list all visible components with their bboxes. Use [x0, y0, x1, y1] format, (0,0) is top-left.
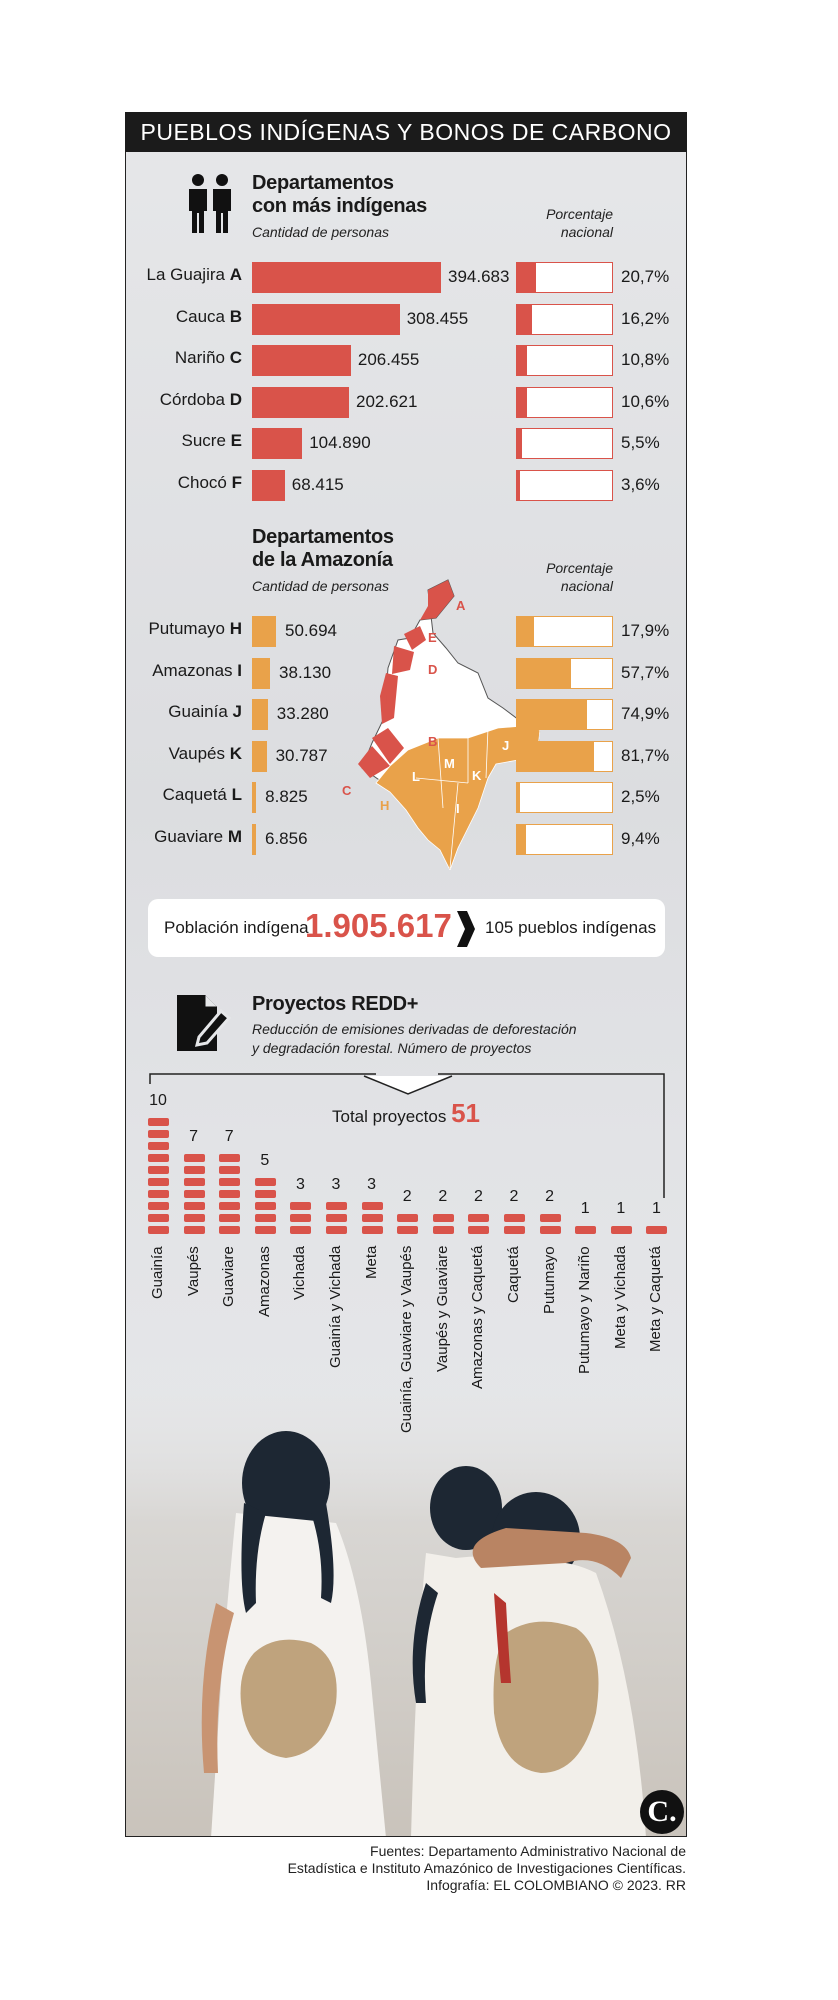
vbar-category-label: Vaupés y Guaviare [433, 1245, 451, 1372]
map-letter: L [412, 769, 420, 784]
bar [252, 304, 400, 335]
vbar [397, 1212, 418, 1236]
vbar-segment [219, 1154, 240, 1162]
bar [252, 782, 256, 813]
map-letter: J [502, 738, 510, 753]
vbar [255, 1176, 276, 1236]
pct-label: 81,7% [621, 745, 670, 765]
pct-label: 9,4% [621, 828, 660, 848]
pct-fill [517, 263, 536, 292]
map-letter: B [428, 734, 438, 749]
bar-label: Putumayo H [148, 619, 242, 638]
bar-letter: H [229, 619, 242, 638]
total-projects-label: Total proyectos [332, 1107, 447, 1126]
bar-label: Caquetá L [162, 785, 242, 804]
bar [252, 428, 302, 459]
bar-value-label: 6.856 [265, 828, 308, 848]
vbar-segment [468, 1214, 489, 1222]
pct-fill [517, 471, 520, 500]
bar-label: La Guajira A [146, 265, 242, 284]
section1-pct-heading [500, 205, 613, 241]
vbar-segment [433, 1226, 454, 1234]
pct-fill [517, 659, 571, 688]
vbar-value-label: 1 [616, 1200, 626, 1217]
vbar-segment [540, 1214, 561, 1222]
bar-value-label: 202.621 [356, 391, 418, 411]
vbar-segment [326, 1202, 347, 1210]
vbar-segment [326, 1214, 347, 1222]
vbar-category-label: Guainía y Vichada [327, 1245, 344, 1368]
bar-value-label: 8.825 [265, 787, 308, 806]
bar-letter: C [229, 348, 242, 367]
vbar-segment [219, 1166, 240, 1174]
pct-label: 20,7% [621, 267, 670, 286]
vbar-value-label: 10 [149, 1092, 167, 1109]
vbar-segment [184, 1190, 205, 1198]
infographic-title: PUEBLOS INDÍGENAS Y BONOS DE CARBONO [125, 112, 687, 152]
document-pen-icon [175, 993, 233, 1053]
vbar-value-label: 2 [473, 1188, 483, 1205]
vbar-value-label: 2 [438, 1188, 448, 1205]
pct-head-line1: Porcentaje [546, 206, 613, 222]
vbar-segment [184, 1178, 205, 1186]
population-summary [148, 899, 665, 957]
bar [252, 470, 285, 501]
bar-value-label: 30.787 [275, 745, 328, 765]
bar [252, 262, 441, 293]
bar-label: Guainía J [168, 702, 242, 721]
section1-title-line1: Departamentos [252, 172, 394, 194]
pct-fill [517, 700, 587, 729]
pct-box [516, 699, 613, 730]
bar [252, 345, 351, 376]
section2-title [252, 526, 394, 572]
bar [252, 824, 256, 855]
bar [252, 741, 267, 772]
pct-head-line2: nacional [560, 578, 613, 594]
vbar-segment [148, 1178, 169, 1186]
population-label: Población indígena [164, 918, 309, 937]
bar-letter: M [227, 826, 242, 846]
bar-label: Chocó F [177, 472, 242, 492]
vbar-segment [148, 1226, 169, 1234]
map-letter: D [428, 662, 438, 677]
colombia-map [328, 578, 548, 870]
bar-letter: L [231, 785, 242, 804]
bar [252, 699, 268, 730]
bar-value-label: 33.280 [276, 704, 329, 723]
pct-box [516, 470, 613, 501]
vbar-value-label: 7 [224, 1128, 234, 1145]
arrow-right-icon [455, 909, 477, 949]
vbar [504, 1212, 525, 1236]
el-colombiano-logo: C. [640, 1790, 684, 1834]
vbar-segment [255, 1178, 276, 1186]
vbar [540, 1212, 561, 1236]
vbar-category-label: Meta [362, 1245, 380, 1279]
vbar [611, 1224, 632, 1236]
vbar-category-label: Putumayo [540, 1246, 558, 1314]
vbar [290, 1200, 311, 1236]
bar-letter: E [230, 431, 242, 450]
vbar-value-label: 1 [580, 1200, 590, 1217]
vbar-segment [148, 1154, 169, 1162]
pct-label: 17,9% [621, 621, 670, 640]
vbar-segment [255, 1202, 276, 1210]
section1-title [252, 172, 427, 218]
bar-label: Amazonas I [152, 660, 242, 680]
vbar-segment [148, 1202, 169, 1210]
vbar-segment [184, 1226, 205, 1234]
vbar-value-label: 5 [260, 1152, 270, 1169]
pct-fill [517, 783, 520, 812]
footer-sources [288, 1843, 686, 1894]
bar-label: Cauca B [175, 306, 242, 326]
vbar-category-label: Meta y Caquetá [647, 1246, 665, 1352]
pct-box [516, 387, 613, 418]
bar-value-label: 104.890 [309, 433, 371, 452]
vbar [575, 1224, 596, 1236]
pct-box [516, 616, 613, 647]
bar-letter: K [229, 743, 242, 763]
vbar-segment [611, 1226, 632, 1234]
pct-box [516, 741, 613, 772]
vbar-segment [219, 1190, 240, 1198]
vbar-category-label: Putumayo y Nariño [576, 1246, 594, 1374]
vbar-segment [290, 1226, 311, 1234]
map-letter: K [472, 768, 482, 783]
bar [252, 387, 349, 418]
pct-box [516, 262, 613, 293]
vbar-segment [504, 1226, 525, 1234]
vbar-value-label: 3 [367, 1176, 377, 1193]
bar-letter: A [229, 265, 242, 284]
pct-fill [517, 346, 527, 375]
vbar-segment [646, 1226, 667, 1234]
section3-subtitle-line1: Reducción de emisiones derivadas de deforestación [252, 1021, 577, 1037]
vbar-segment [255, 1226, 276, 1234]
map-letter: I [456, 801, 460, 816]
map-letter: F [386, 692, 394, 707]
bar-letter: D [229, 389, 242, 409]
vbar-segment [148, 1130, 169, 1138]
pct-box [516, 824, 613, 855]
vbar-category-label: Vichada [291, 1246, 309, 1300]
footer-line2: Estadística e Instituto Amazónico de Investigaciones Científicas. [287, 1860, 686, 1876]
pct-head-line1: Porcentaje [546, 560, 613, 576]
section3-subtitle [252, 1020, 577, 1058]
bar-label: Córdoba D [159, 389, 242, 409]
vbar [219, 1152, 240, 1236]
pct-fill [517, 429, 522, 458]
pct-fill [517, 388, 527, 417]
vbar-segment [540, 1226, 561, 1234]
vbar-segment [433, 1214, 454, 1222]
map-letter: C [342, 783, 352, 798]
bar-label: Sucre E [181, 431, 242, 450]
vbar-segment [184, 1154, 205, 1162]
total-projects [332, 1098, 480, 1129]
vbar-value-label: 3 [331, 1176, 341, 1193]
bar-value-label: 50.694 [285, 621, 337, 640]
pct-label: 10,8% [621, 350, 670, 369]
vbar-segment [362, 1214, 383, 1222]
vbar-segment [184, 1166, 205, 1174]
bar-value-label: 68.415 [291, 474, 344, 494]
vbar-segment [290, 1202, 311, 1210]
pct-label: 16,2% [621, 308, 670, 328]
vbar [184, 1152, 205, 1236]
vbar [326, 1200, 347, 1236]
bar-label: Guaviare M [154, 826, 242, 846]
vbar [646, 1224, 667, 1236]
pct-head-line2: nacional [560, 224, 613, 240]
vbar-segment [397, 1214, 418, 1222]
vbar-segment [184, 1202, 205, 1210]
vbar-value-label: 7 [189, 1128, 199, 1145]
vbar-category-label: Guaviare [220, 1246, 238, 1307]
vbar [148, 1116, 169, 1236]
section2-title-line2: de la Amazonía [252, 549, 393, 571]
vbar-segment [575, 1226, 596, 1234]
pct-fill [517, 617, 534, 646]
map-letter: M [444, 756, 455, 771]
vbar-category-label: Vaupés [184, 1246, 202, 1296]
people-icon [186, 173, 234, 235]
vbar-category-label: Guainía [149, 1246, 166, 1299]
vbar-segment [255, 1214, 276, 1222]
pct-label: 3,6% [621, 474, 660, 494]
pct-fill [517, 742, 594, 771]
section2-title-line1: Departamentos [252, 526, 394, 548]
vbar-segment [362, 1226, 383, 1234]
section1-subtitle: Cantidad de personas [252, 224, 389, 240]
vbar-segment [148, 1190, 169, 1198]
pct-label: 57,7% [621, 662, 670, 682]
pct-label: 2,5% [621, 787, 660, 806]
vbar-segment [148, 1214, 169, 1222]
vbar-segment [184, 1214, 205, 1222]
vbar-segment [362, 1202, 383, 1210]
map-region-a [420, 580, 454, 620]
pct-label: 5,5% [621, 433, 660, 452]
bar-label: Nariño C [174, 348, 242, 367]
pct-box [516, 345, 613, 376]
vbar-segment [148, 1118, 169, 1126]
bar-label: Vaupés K [168, 743, 242, 763]
pct-box [516, 304, 613, 335]
vbar [362, 1200, 383, 1236]
vbar-segment [290, 1214, 311, 1222]
vbar-segment [219, 1202, 240, 1210]
bar-value-label: 206.455 [357, 350, 420, 369]
map-letter: H [380, 798, 390, 813]
vbar-segment [148, 1166, 169, 1174]
bar-letter: F [231, 472, 242, 492]
vbar-category-label: Caquetá [505, 1246, 522, 1303]
bar-value-label: 308.455 [406, 308, 469, 328]
section3-subtitle-line2: y degradación forestal. Número de proyectos [252, 1040, 532, 1056]
vbar-category-label: Meta y Vichada [611, 1245, 629, 1349]
vbar-value-label: 2 [402, 1188, 412, 1205]
vbar-segment [219, 1226, 240, 1234]
section2-subtitle: Cantidad de personas [252, 578, 389, 594]
pct-fill [517, 825, 526, 854]
pct-box [516, 428, 613, 459]
vbar-category-label: Amazonas y Caquetá [469, 1245, 487, 1389]
bar [252, 658, 270, 689]
vbar-value-label: 3 [295, 1176, 305, 1193]
total-projects-value: 51 [451, 1098, 480, 1128]
vbar-segment [255, 1190, 276, 1198]
map-letter: A [456, 598, 466, 613]
section1-title-line2: con más indígenas [252, 195, 427, 217]
bar-value-label: 394.683 [448, 267, 510, 286]
vbar-segment [504, 1214, 525, 1222]
population-value: 1.905.617 [305, 907, 452, 944]
vbar-segment [468, 1226, 489, 1234]
footer-line1: Fuentes: Departamento Administrativo Nacional de [370, 1843, 686, 1859]
vbar-category-label: Amazonas [255, 1246, 273, 1317]
vbar-segment [397, 1226, 418, 1234]
pct-label: 74,9% [621, 704, 670, 723]
vbar-category-label: Guainía, Guaviare y Vaupés [398, 1245, 416, 1433]
vbar-segment [148, 1142, 169, 1150]
vbar-segment [219, 1178, 240, 1186]
vbar-value-label: 2 [545, 1188, 555, 1205]
bar-letter: I [237, 660, 242, 680]
bar-letter: B [229, 306, 242, 326]
pct-box [516, 782, 613, 813]
pct-box [516, 658, 613, 689]
vbar-segment [219, 1214, 240, 1222]
bar-value-label: 38.130 [279, 662, 332, 682]
vbar-segment [326, 1226, 347, 1234]
vbar [433, 1212, 454, 1236]
vbar [468, 1212, 489, 1236]
vbar-value-label: 1 [651, 1200, 661, 1217]
pct-fill [517, 305, 532, 334]
bar-letter: J [232, 702, 242, 721]
pct-label: 10,6% [621, 391, 670, 411]
vbar-value-label: 2 [509, 1188, 519, 1205]
bar [252, 616, 276, 647]
map-letter: E [428, 630, 437, 645]
section3-title: Proyectos REDD+ [252, 993, 419, 1015]
peoples-count: 105 pueblos indígenas [485, 918, 657, 937]
footer-line3: Infografía: EL COLOMBIANO © 2023. RR [426, 1877, 686, 1893]
